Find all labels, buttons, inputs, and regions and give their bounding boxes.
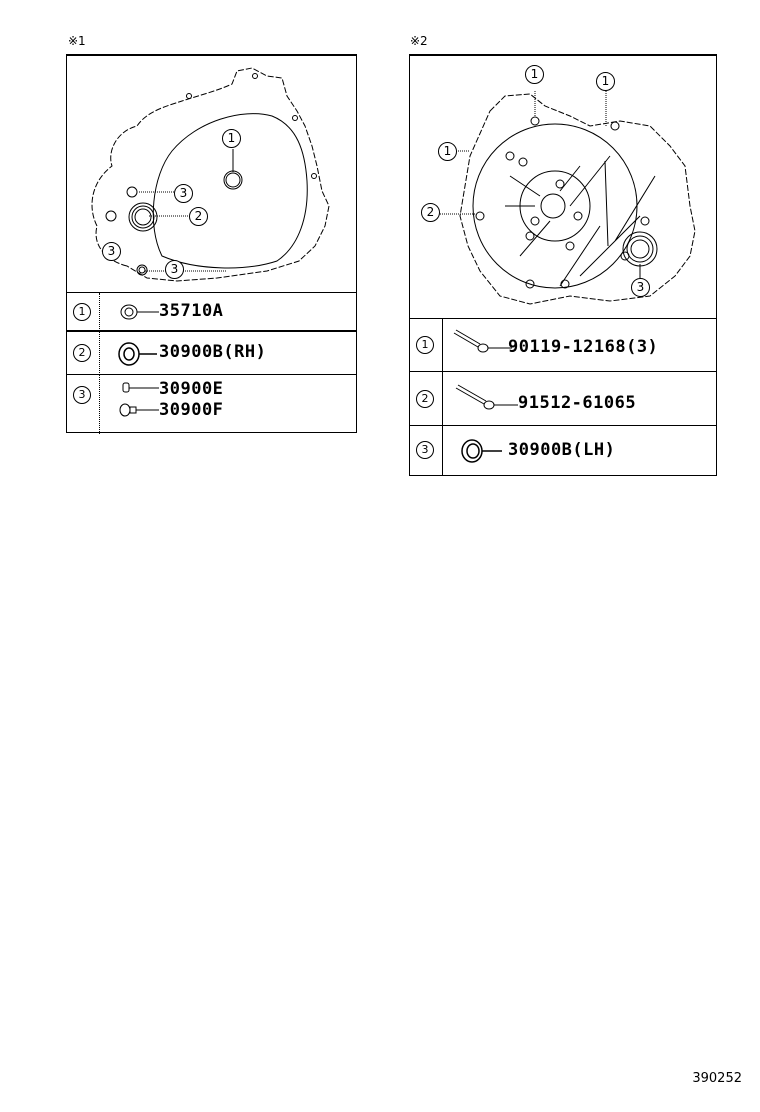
transaxle-rear-view-diagram <box>410 56 716 318</box>
row-index: 3 <box>416 441 434 459</box>
callout-1: 1 <box>222 129 241 148</box>
part-number[interactable]: 30900B(LH) <box>508 440 616 460</box>
part-number[interactable]: 30900E <box>159 379 224 399</box>
part-number[interactable]: 30900B(RH) <box>159 342 267 362</box>
panel-2-label: ※2 <box>410 34 428 48</box>
part-number[interactable]: 91512-61065 <box>518 393 637 413</box>
parts-row <box>410 371 716 426</box>
part-number[interactable]: 35710A <box>159 301 224 321</box>
callout-2: 2 <box>421 203 440 222</box>
diagram-code: 390252 <box>692 1071 742 1086</box>
row-index: 1 <box>416 336 434 354</box>
row-index: 3 <box>73 386 91 404</box>
row-index: 1 <box>73 303 91 321</box>
callout-3: 3 <box>102 242 121 261</box>
row-index: 2 <box>416 390 434 408</box>
row-index: 2 <box>73 344 91 362</box>
callout-3: 3 <box>165 260 184 279</box>
callout-3: 3 <box>174 184 193 203</box>
callout-3: 3 <box>631 278 650 297</box>
parts-row <box>410 425 716 476</box>
panel-2-box <box>409 54 717 476</box>
callout-1: 1 <box>525 65 544 84</box>
panel-1-label: ※1 <box>68 34 86 48</box>
part-number[interactable]: 30900F <box>159 400 224 420</box>
callout-2: 2 <box>189 207 208 226</box>
parts-row <box>410 318 716 372</box>
parts-row <box>67 330 356 375</box>
part-number[interactable]: 90119-12168(3) <box>508 337 659 357</box>
callout-1: 1 <box>438 142 457 161</box>
callout-1: 1 <box>596 72 615 91</box>
parts-row <box>67 292 356 331</box>
parts-row <box>67 374 356 434</box>
panel-1-box <box>66 54 357 433</box>
